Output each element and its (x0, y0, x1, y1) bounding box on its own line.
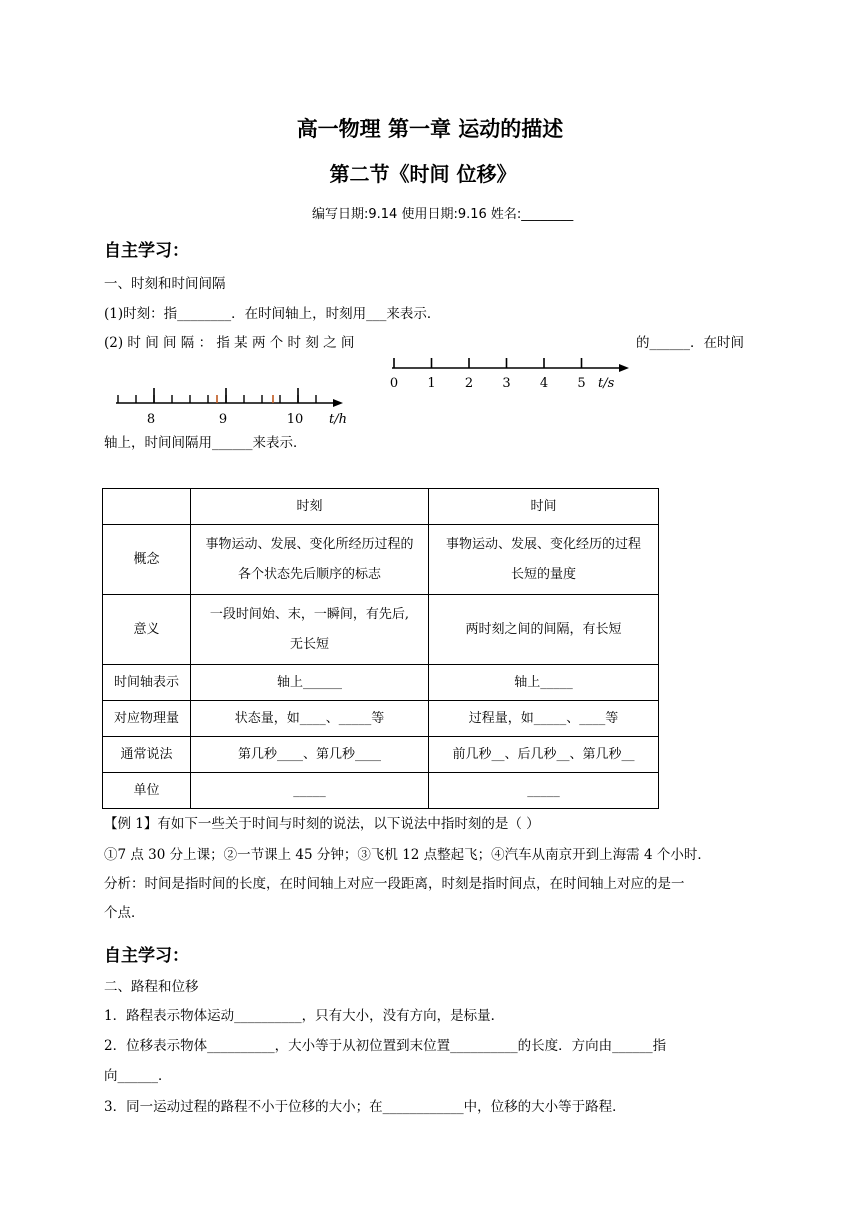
line-moment: (1)时刻：指________．在时间轴上，时刻用___来表示． (104, 306, 441, 322)
cell-line: 事物运动、发展、变化所经历过程的 (205, 536, 414, 552)
table-header-row (103, 489, 659, 525)
axis-tick-label: 5 (577, 376, 586, 391)
table-cell (429, 773, 659, 809)
table-cell (429, 665, 659, 701)
row-label: 通常说法 (103, 737, 191, 773)
example-options: ①7 点 30 分上课；②一节课上 45 分钟；③飞机 12 点整起飞；④汽车从南京开到上海需 4 个小时． (104, 847, 711, 863)
cell-line: 两时刻之间的间隔，有长短 (465, 621, 622, 637)
table-row (103, 737, 659, 773)
table-row (103, 525, 659, 595)
cell-line: 各个状态先后顺序的标志 (237, 566, 381, 582)
example-analysis-1: 分析：时间是指时间的长度，在时间轴上对应一段距离，时刻是指时间点，在时间轴上对应的是一 (104, 876, 685, 892)
section-heading-2: 自主学习： (104, 946, 189, 966)
row-label: 对应物理量 (103, 701, 191, 737)
table-cell (191, 525, 429, 595)
line-interval-a: (2) 时 间 间 隔 ： 指 某 两 个 时 刻 之 间 (104, 335, 355, 351)
table-cell (191, 665, 429, 701)
table-header-cell: 时间 (429, 489, 659, 525)
cell-line: 事物运动、发展、变化经历的过程 (445, 536, 641, 552)
cell-line: 一段时间始、末，一瞬间，有先后, (209, 606, 410, 622)
row-label: 意义 (103, 595, 191, 665)
table-cell (429, 737, 659, 773)
cell-line: 无长短 (289, 636, 329, 652)
table-cell (429, 595, 659, 665)
cell-line: _____ (293, 782, 326, 798)
path-line-1: 1．路程表示物体运动__________，只有大小，没有方向，是标量． (104, 1008, 505, 1024)
table-cell (429, 525, 659, 595)
table-header-cell (103, 489, 191, 525)
table-header-cell: 时刻 (191, 489, 429, 525)
table-row (103, 773, 659, 809)
table-row (103, 665, 659, 701)
cell-line: 轴上_____ (514, 674, 573, 690)
axis-tick-label: 8 (146, 412, 156, 427)
section-title-1: 一、时刻和时间间隔 (104, 276, 226, 292)
meta-line: 编写日期:9.14 使用日期:9.16 姓名:________ (312, 207, 574, 222)
line-interval-c: 轴上，时间间隔用______来表示． (104, 435, 307, 451)
axis-tick-label: 3 (502, 376, 511, 391)
table-cell (191, 737, 429, 773)
comparison-table (102, 488, 659, 809)
path-line-4: 3．同一运动过程的路程不小于位移的大小；在____________中，位移的大小等于路程． (104, 1099, 626, 1115)
example-analysis-2: 个点． (104, 905, 145, 921)
axis-tick-label: 9 (218, 412, 228, 427)
cell-line: _____ (527, 782, 560, 798)
axis-tick-label: 1 (427, 376, 436, 391)
table-cell (191, 701, 429, 737)
axis-tick-label: 4 (539, 376, 549, 391)
page-title: 高一物理 第一章 运动的描述 (296, 117, 564, 141)
section-heading-1: 自主学习： (104, 241, 189, 261)
path-line-2: 2．位移表示物体__________，大小等于从初位置到末位置__________的长度．方向由______指 (104, 1038, 667, 1054)
time-axis-hours (113, 383, 353, 429)
path-line-3: 向______． (104, 1068, 172, 1084)
section-title-2: 二、路程和位移 (104, 979, 199, 995)
cell-line: 状态量，如____、_____等 (234, 710, 385, 726)
row-label: 概念 (103, 525, 191, 595)
table-cell (191, 595, 429, 665)
axis-tick-label: 0 (389, 376, 399, 391)
table-row (103, 701, 659, 737)
cell-line: 轴上______ (276, 674, 342, 690)
axis-unit-seconds: t/s (598, 376, 615, 391)
cell-line: 前几秒__、后几秒__、第几秒__ (452, 746, 635, 762)
cell-line: 长短的量度 (510, 566, 576, 582)
row-label: 单位 (103, 773, 191, 809)
axis-tick-label: 10 (286, 412, 304, 427)
cell-line: 第几秒____、第几秒____ (237, 746, 381, 762)
table-cell (191, 773, 429, 809)
axis-tick-label: 2 (464, 376, 474, 391)
cell-line: 过程量，如_____、____等 (468, 710, 619, 726)
page-subtitle: 第二节《时间 位移》 (329, 162, 517, 186)
table-cell (429, 701, 659, 737)
table-row (103, 595, 659, 665)
row-label: 时间轴表示 (103, 665, 191, 701)
line-interval-b: 的______．在时间 (636, 335, 744, 351)
time-axis-seconds (385, 355, 635, 397)
axis-unit-hours: t/h (329, 412, 347, 427)
example-question: 【例 1】有如下一些关于时间与时刻的说法，以下说法中指时刻的是（ ） (104, 816, 540, 832)
